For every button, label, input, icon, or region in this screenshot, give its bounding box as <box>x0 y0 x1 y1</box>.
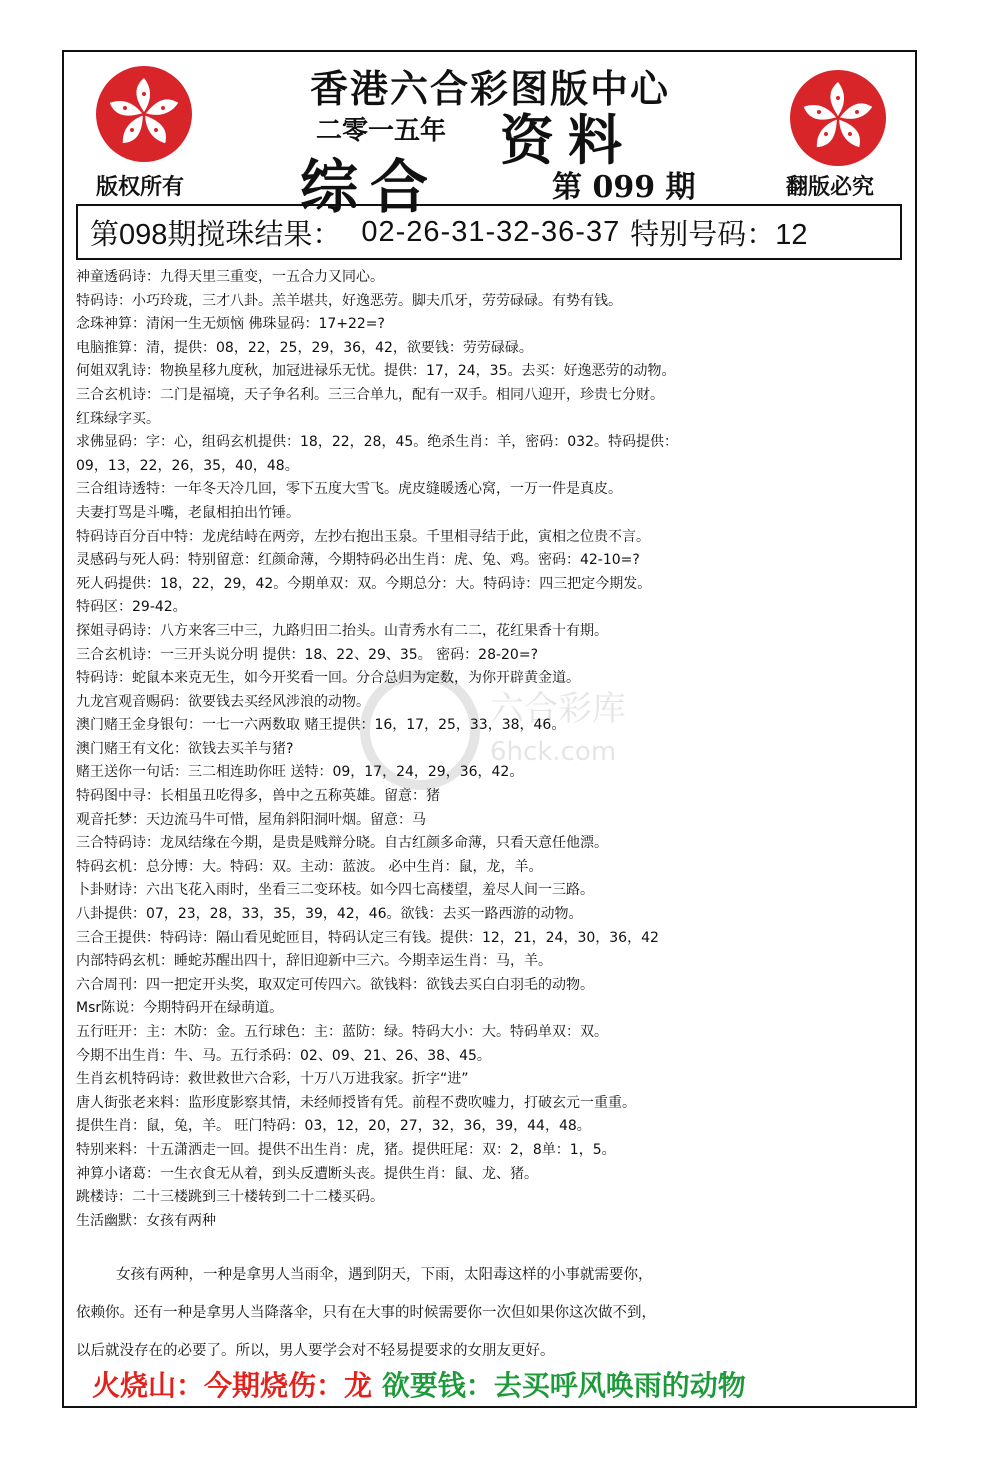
tip-line: 特码区：29-42。 <box>76 599 187 616</box>
tip-line: Msr陈说：今期特码开在绿萌道。 <box>76 1000 284 1017</box>
tip-line: 澳门赌王有文化：欲钱去买羊与猪? <box>76 740 294 757</box>
copyright-tag: 版权所有 <box>96 174 185 200</box>
bauhinia-emblem-icon <box>96 66 192 162</box>
tip-line: 提供生肖：鼠，兔，羊。 旺门特码：03，12，20，27，32，36，39，44，48。 <box>76 1118 591 1135</box>
tip-line: 五行旺开：主：木防：金。五行球色：主：蓝防：绿。特码大小：大。特码单双：双。 <box>76 1024 608 1040</box>
bottom-banner-money: 欲要钱：去买呼风唤雨的动物 <box>381 1369 746 1402</box>
tip-line: 神童透码诗：九得天里三重变，一五合力又同心。 <box>76 269 384 285</box>
tip-line: 特码诗百分百中特：龙虎结峙在两旁，左抄右抱出玉泉。千里相寻结于此，寅相之位贵不言。 <box>76 528 650 545</box>
tip-line: 澳门赌王金身银句：一七一六两数取 赌王提供：16，17，25，33，38，46。 <box>76 717 566 734</box>
tip-line: 念珠神算：清闲一生无烦恼 佛珠显码：17+22=? <box>76 316 385 333</box>
watermark-url: 6hck.com <box>490 737 617 767</box>
issue-number: 第 099 期 <box>552 170 696 205</box>
watermark-text: 六合彩库 <box>490 689 626 729</box>
tip-line: 九龙宫观音赐码：欲要钱去买经风涉浪的动物。 <box>76 693 370 710</box>
tip-line: 八卦提供：07，23，28，33，35，39，42，46。欲钱：去买一路西游的动物。 <box>76 906 583 923</box>
tip-line: 探姐寻码诗：八方来客三中三，九路归田二抬头。山青秀水有二二，花红果香十有期。 <box>76 622 608 639</box>
tip-line: 夫妻打骂是斗嘴，老鼠相拍出竹锤。 <box>76 504 300 521</box>
no-reprint-tag: 翻版必究 <box>786 174 875 200</box>
bottom-banner-burn: 火烧山：今期烧伤：龙 <box>92 1369 373 1402</box>
tip-line: 三合王提供：特码诗：隔山看见蛇匝目，特码认定三有钱。提供：12，21，24，30，36，42 <box>76 929 659 946</box>
tip-line: 六合周刊：四一把定开头奖，取双定可传四六。欲钱料：欲钱去买白白羽毛的动物。 <box>76 976 594 993</box>
tip-line: 特码诗：蛇鼠本来克无生，如今开奖看一回。分合总归为定数，为你开辟黄金道。 <box>76 670 580 687</box>
tip-line: 三合玄机诗：二门是福境，天子争名利。三三合单九，配有一双手。相同八迎开，珍贵七分财。 <box>76 386 664 403</box>
draw-result-label: 第098期搅珠结果： <box>90 218 342 251</box>
tip-line: 唐人街张老来料：监形度影察其情，未经师授皆有凭。前程不费吹嘘力，打破玄元一重重。 <box>76 1094 636 1111</box>
tip-line: 死人码提供：18，22，29，42。今期单双：双。今期总分：大。特码诗：四三把定今期发。 <box>76 575 652 592</box>
page-title: 香港六合彩图版中心 <box>309 66 670 111</box>
tip-line: 特码图中寻：长相虽丑吃得多，兽中之五称英雄。留意：猪 <box>76 788 440 805</box>
tip-line: 生活幽默：女孩有两种 <box>76 1212 216 1229</box>
tip-line: 特别来料：十五潇洒走一回。提供不出生肖：虎，猪。提供旺尾：双：2，8单：1，5。 <box>76 1141 616 1158</box>
tip-line: 跳楼诗：二十三楼跳到三十楼转到二十二楼买码。 <box>76 1189 384 1206</box>
draw-result-box <box>76 204 902 260</box>
tip-line: 卜卦财诗：六出飞花入雨时，坐看三二变环枝。如今四七高楼望，羞尽人间一三路。 <box>76 882 594 899</box>
tip-line: 三合组诗透特：一年冬天冷几回，零下五度大雪飞。虎皮缝暖透心窝，一万一件是真皮。 <box>76 481 622 498</box>
tip-line: 今期不出生肖：牛、马。五行杀码：02、09、21、26、38、45。 <box>76 1047 491 1064</box>
tip-line: 神算小诸葛：一生衣食无从着，到头反遭断头丧。提供生肖：鼠、龙、猪。 <box>76 1165 538 1182</box>
tip-line: 观音托梦：天边流马牛可惜，屋角斜阳洞叶烟。留意：马 <box>76 811 426 828</box>
tip-line: 生肖玄机特码诗：救世救世六合彩，十万八万进我家。折字“进” <box>76 1071 469 1088</box>
special-number: 特别号码：12 <box>630 218 808 251</box>
tip-line: 09，13，22，26，35，40，48。 <box>76 457 299 474</box>
tip-line: 电脑推算：清，提供：08，22，25，29，36，42，欲要钱：劳劳碌碌。 <box>76 339 533 356</box>
tip-line: 内部特码玄机：睡蛇苏醒出四十，辞旧迎新中三六。今期幸运生肖：马，羊。 <box>76 953 552 970</box>
bauhinia-emblem-icon <box>790 70 886 166</box>
zonghe-title: 综合 <box>300 153 441 221</box>
tip-line: 求佛显码：字：心，组码玄机提供：18，22，28，45。绝杀生肖：羊，密码：032。特码提供： <box>76 434 678 451</box>
ziliao-title: 资料 <box>500 108 636 172</box>
tip-line: 三合玄机诗：一三开头说分明 提供：18、22、29、35。 密码：28-20=? <box>76 646 538 663</box>
tip-line: 三合特码诗：龙凤结缘在今期，是贵是贱辩分晓。自古红颜多命薄，只看天意任他漂。 <box>76 835 608 852</box>
tip-line: 特码玄机：总分博：大。特码：双。主动：蓝波。 必中生肖：鼠，龙，羊。 <box>76 858 543 875</box>
tip-line: 何姐双乳诗：物换星移九度秋，加冠进禄乐无忧。提供：17，24，35。去买：好逸恶劳的动物。 <box>76 363 676 380</box>
tip-line: 灵感码与死人码：特别留意：红颜命薄，今期特码必出生肖：虎、兔、鸡。密码：42-10=? <box>76 552 640 569</box>
tip-line: 红珠绿字买。 <box>76 410 160 427</box>
watermark-logo <box>360 650 660 810</box>
humor-story <box>76 1256 896 1370</box>
bottom-banner <box>92 1364 746 1404</box>
story-line: 以后就没存在的必要了。所以，男人要学会对不轻易提要求的女朋友更好。 <box>76 1343 555 1359</box>
year-label: 二零一五年 <box>316 116 447 146</box>
draw-result-numbers: 02-26-31-32-36-37 <box>361 215 621 248</box>
tip-line: 赌王送你一句话：三二相连助你旺 送特：09，17，24，29，36，42。 <box>76 764 524 781</box>
tip-line: 特码诗：小巧玲珑，三才八卦。羔羊堪共，好逸恶劳。脚夫爪牙，劳劳碌碌。有势有钱。 <box>76 292 622 309</box>
story-line: 依赖你。还有一种是拿男人当降落伞，只有在大事的时候需要你一次但如果你这次做不到， <box>76 1305 656 1321</box>
story-line: 女孩有两种，一种是拿男人当雨伞，遇到阴天，下雨，太阳毒这样的小事就需要你， <box>116 1267 653 1283</box>
